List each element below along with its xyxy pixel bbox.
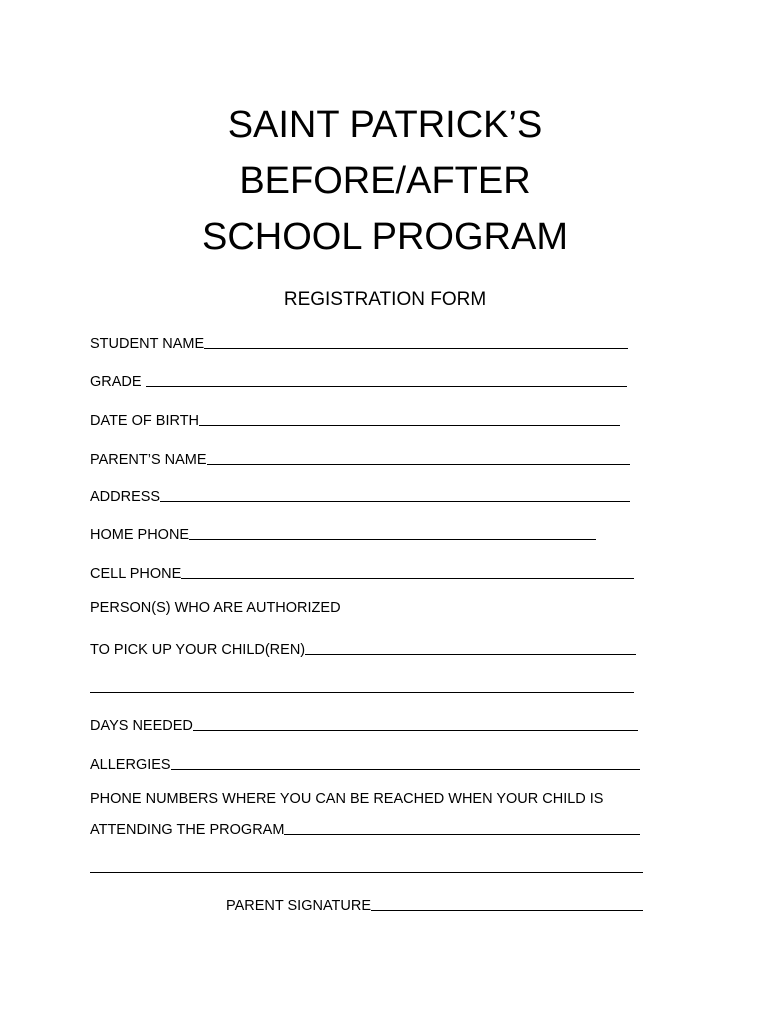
phone-numbers-field[interactable] bbox=[90, 818, 640, 838]
cell-phone-blank[interactable] bbox=[181, 578, 634, 579]
student-name-field[interactable] bbox=[90, 332, 628, 352]
authorized-pickup-blank[interactable] bbox=[305, 654, 636, 655]
form-subtitle: REGISTRATION FORM bbox=[283, 289, 487, 310]
address-label: ADDRESS bbox=[90, 489, 161, 505]
date-of-birth-field[interactable] bbox=[90, 409, 620, 429]
grade-field[interactable] bbox=[90, 370, 627, 390]
days-needed-label: DAYS NEEDED bbox=[90, 718, 193, 734]
parent-signature-label: PARENT SIGNATURE bbox=[226, 898, 372, 914]
home-phone-field[interactable] bbox=[90, 523, 596, 543]
days-needed-blank[interactable] bbox=[193, 730, 638, 731]
allergies-blank[interactable] bbox=[171, 769, 640, 770]
phone-numbers-extra-field[interactable] bbox=[90, 856, 643, 876]
parents-name-blank[interactable] bbox=[207, 464, 630, 465]
phone-numbers-label: ATTENDING THE PROGRAM bbox=[90, 822, 285, 838]
parent-signature-field[interactable] bbox=[226, 894, 643, 914]
phone-numbers-extra-blank[interactable] bbox=[90, 872, 643, 873]
home-phone-label: HOME PHONE bbox=[90, 527, 190, 543]
parents-name-field[interactable] bbox=[90, 448, 630, 468]
title-line-2: BEFORE/AFTER bbox=[239, 160, 531, 202]
cell-phone-label: CELL PHONE bbox=[90, 566, 182, 582]
authorized-pickup-extra-blank[interactable] bbox=[90, 692, 634, 693]
authorized-label-line-1: PERSON(S) WHO ARE AUTHORIZED bbox=[90, 600, 341, 616]
grade-label: GRADE bbox=[90, 374, 146, 390]
days-needed-field[interactable] bbox=[90, 714, 638, 734]
date-of-birth-blank[interactable] bbox=[199, 425, 620, 426]
parents-name-label: PARENT’S NAME bbox=[90, 452, 207, 468]
date-of-birth-label: DATE OF BIRTH bbox=[90, 413, 200, 429]
parent-signature-blank[interactable] bbox=[371, 910, 643, 911]
phone-numbers-label-line-1: PHONE NUMBERS WHERE YOU CAN BE REACHED WHEN YOUR CHILD IS bbox=[90, 791, 604, 807]
student-name-label: STUDENT NAME bbox=[90, 336, 205, 352]
authorized-pickup-extra-field[interactable] bbox=[90, 676, 634, 696]
title-line-1: SAINT PATRICK’S bbox=[227, 104, 543, 146]
address-field[interactable] bbox=[90, 485, 630, 505]
authorized-pickup-label: TO PICK UP YOUR CHILD(REN) bbox=[90, 642, 306, 658]
student-name-blank[interactable] bbox=[204, 348, 628, 349]
phone-numbers-blank[interactable] bbox=[284, 834, 640, 835]
allergies-field[interactable] bbox=[90, 753, 640, 773]
home-phone-blank[interactable] bbox=[189, 539, 596, 540]
cell-phone-field[interactable] bbox=[90, 562, 634, 582]
address-blank[interactable] bbox=[160, 501, 630, 502]
grade-blank[interactable] bbox=[146, 386, 627, 387]
authorized-pickup-field[interactable] bbox=[90, 638, 636, 658]
title-line-3: SCHOOL PROGRAM bbox=[202, 216, 568, 258]
allergies-label: ALLERGIES bbox=[90, 757, 171, 773]
